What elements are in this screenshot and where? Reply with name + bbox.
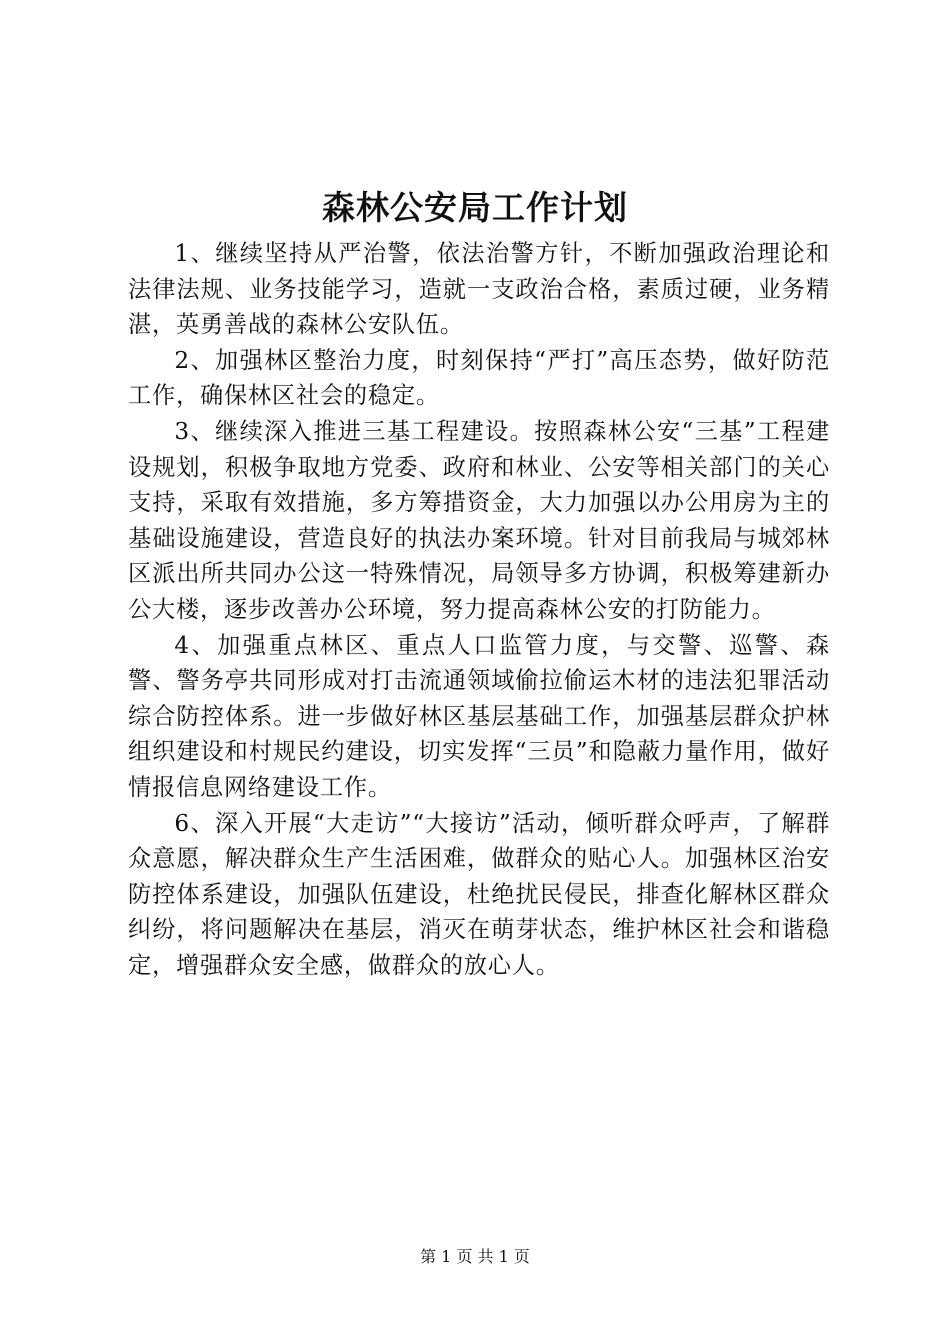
paragraph-2: 2、加强林区整治力度，时刻保持“严打”高压态势，做好防范工作，确保林区社会的稳定。 — [128, 346, 830, 410]
document-body — [128, 236, 830, 983]
paragraph-1: 1、继续坚持从严治警，依法治警方针，不断加强政治理论和法律法规、业务技能学习，造就一支政治合格，素质过硬，业务精湛，英勇善战的森林公安队伍。 — [128, 240, 830, 339]
paragraph-3: 3、继续深入推进三基工程建设。按照森林公安“三基”工程建设规划，积极争取地方党委、政府和林业、公安等相关部门的关心支持，采取有效措施，多方筹措资金，大力加强以办公用房为主的基础设施建设，营造良好的执法办案环境。针对目前我局与城郊林区派出所共同办公这一特殊情况，局领导多方协调，积极筹建新办公大楼，逐步改善办公环境，努力提高森林公安的打防能力。 — [128, 417, 830, 623]
paragraph-6: 6、深入开展“大走访”“大接访”活动，倾听群众呼声，了解群众意愿，解决群众生产生活困难，做群众的贴心人。加强林区治安防控体系建设，加强队伍建设，杜绝扰民侵民，排查化解林区群众纠纷，将问题解决在基层，消灭在萌芽状态，维护林区社会和谐稳定，增强群众安全感，做群众的放心人。 — [128, 809, 830, 979]
paragraph-4: 4、加强重点林区、重点人口监管力度，与交警、巡警、森警、警务亭共同形成对打击流通领域偷拉偷运木材的违法犯罪活动综合防控体系。进一步做好林区基层基础工作，加强基层群众护林组织建设和村规民约建设，切实发挥“三员”和隐蔽力量作用，做好情报信息网络建设工作。 — [128, 631, 830, 801]
page-title: 森林公安局工作计划 — [322, 188, 628, 227]
page-footer: 第 1 页 共 1 页 — [420, 1247, 530, 1266]
